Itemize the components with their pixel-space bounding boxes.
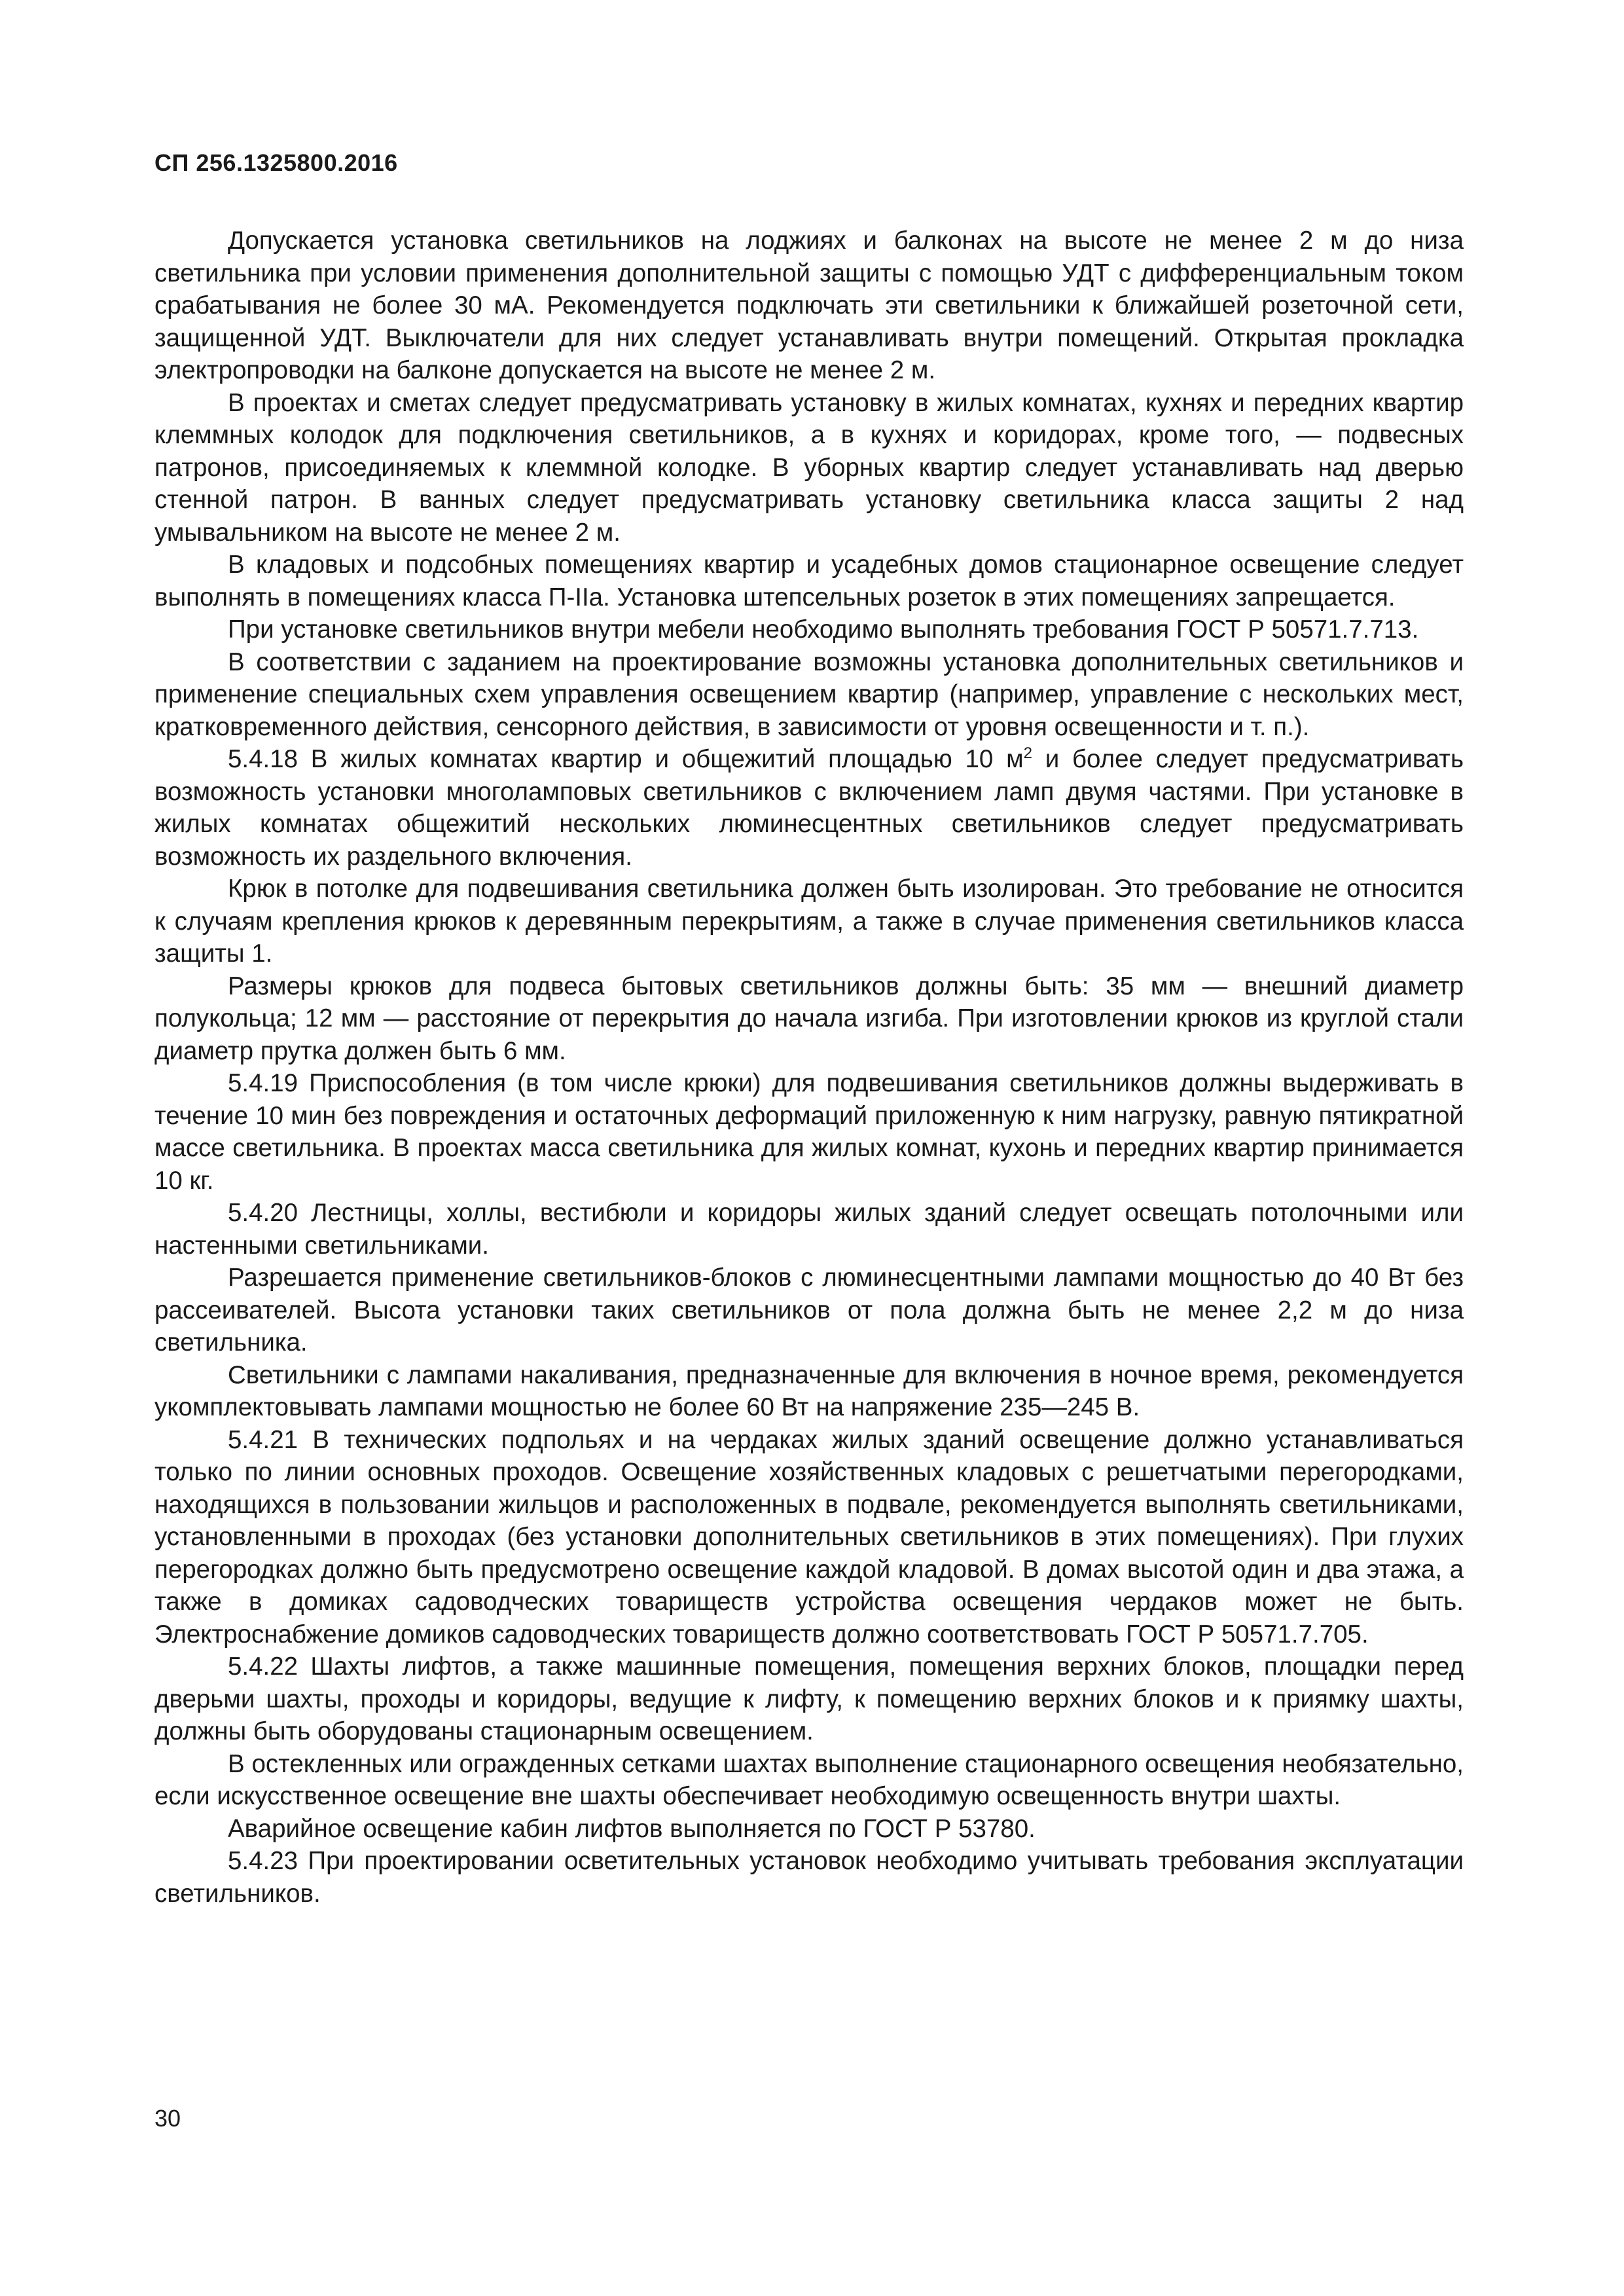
paragraph-block-luminaires: Разрешается применение светильников-блоков с люминесцентными лампами мощностью до 40 Вт без рассеивателей. Высота установки таких светильников от пола должна быть не менее 2,2 м до низа светильника.: [154, 1264, 1464, 1357]
paragraph-emergency-lift-lighting: Аварийное освещение кабин лифтов выполняется по ГОСТ Р 53780.: [228, 1814, 1036, 1843]
paragraph-5-4-21: 5.4.21 В технических подпольях и на чердаках жилых зданий освещение должно устанавливаться только по линии основных проходов. Освещение хозяйственных кладовых с решетчатыми перегородками, находящихся в пользовании жильцов и расположенных в подвале, рекомендуется выполнять светильниками, установленными в проходах (без установки дополнительных светильников в этих помещениях). При глухих перегородках должно быть предусмотрено освещение каждой кладовой. В домах высотой один и два этажа, а также в домиках садоводческих товариществ устройства освещения чердаков может не быть. Электроснабжение домиков садоводческих товариществ должно соответствовать ГОСТ Р 50571.7.705.: [154, 1425, 1464, 1649]
paragraph-loggias-lighting: Допускается установка светильников на лоджиях и балконах на высоте не менее 2 м до низа светильника при условии применения дополнительной защиты с помощью УДТ с дифференциальным током срабатывания не более 30 мА. Рекомендуется подключать эти светильники к ближайшей розеточной сети, защищенной УДТ. Выключатели для них следует устанавливать внутри помещений. Открытая прокладка электропроводки на балконе допускается на высоте не менее 2 м.: [154, 227, 1464, 384]
paragraph-night-lamps: Светильники с лампами накаливания, предназначенные для включения в ночное время, рекомендуется укомплектовывать лампами мощностью не более 60 Вт на напряжение 235—245 В.: [154, 1360, 1464, 1421]
area-unit-superscript: 2: [1023, 744, 1032, 762]
paragraph-storage-rooms: В кладовых и подсобных помещениях квартир и усадебных домов стационарное освещение следует выполнять в помещениях класса П-IIа. Установка штепсельных розеток в этих помещениях запрещается.: [154, 551, 1464, 611]
paragraph-5-4-23: 5.4.23 При проектировании осветительных установок необходимо учитывать требования эксплуатации светильников.: [154, 1847, 1464, 1908]
page-number: 30: [154, 2105, 181, 2132]
document-body: [154, 225, 1464, 1910]
paragraph-ceiling-hook: Крюк в потолке для подвешивания светильника должен быть изолирован. Это требование не относится к случаям крепления крюков к деревянным перекрытиям, а также в случае применения светильников класса защиты 1.: [154, 875, 1464, 968]
document-code-header: СП 256.1325800.2016: [154, 149, 398, 176]
paragraph-5-4-22: 5.4.22 Шахты лифтов, а также машинные помещения, помещения верхних блоков, площадки перед дверьми шахты, проходы и коридоры, ведущие к лифту, к помещению верхних блоков и к приямку шахты, должны быть оборудованы стационарным освещением.: [154, 1652, 1464, 1745]
paragraph-5-4-18-start: 5.4.18 В жилых комнатах квартир и общежитий площадью 10 м: [228, 745, 1024, 773]
paragraph-glazed-shafts: В остекленных или огражденных сетками шахтах выполнение стационарного освещения необязательно, если искусственное освещение вне шахты обеспечивает необходимую освещенность внутри шахты.: [154, 1749, 1464, 1810]
paragraph-special-control: В соответствии с заданием на проектирование возможны установка дополнительных светильников и применение специальных схем управления освещением квартир (например, управление с нескольких мест, кратковременного действия, сенсорного действия, в зависимости от уровня освещенности и т. п.).: [154, 647, 1464, 741]
paragraph-5-4-18: [154, 743, 1464, 873]
paragraph-furniture-lighting: При установке светильников внутри мебели необходимо выполнять требования ГОСТ Р 50571.7.713.: [228, 615, 1419, 644]
paragraph-terminal-blocks: В проектах и сметах следует предусматривать установку в жилых комнатах, кухнях и передних квартир клеммных колодок для подключения светильников, а в кухнях и коридорах, кроме того, — подвесных патронов, присоединяемых к клеммной колодке. В уборных квартир следует устанавливать над дверью стенной патрон. В ванных следует предусматривать установку светильника класса защиты 2 над умывальником на высоте не менее 2 м.: [154, 388, 1464, 547]
paragraph-5-4-19: 5.4.19 Приспособления (в том числе крюки) для подвешивания светильников должны выдерживать в течение 10 мин без повреждения и остаточных деформаций приложенную к ним нагрузку, равную пятикратной массе светильника. В проектах масса светильника для жилых комнат, кухонь и передних квартир принимается 10 кг.: [154, 1069, 1464, 1195]
paragraph-5-4-20: 5.4.20 Лестницы, холлы, вестибюли и коридоры жилых зданий следует освещать потолочными или настенными светильниками.: [154, 1199, 1464, 1260]
paragraph-hook-dimensions: Размеры крюков для подвеса бытовых светильников должны быть: 35 мм — внешний диаметр полукольца; 12 мм — расстояние от перекрытия до начала изгиба. При изготовлении крюков из круглой стали диаметр прутка должен быть 6 мм.: [154, 972, 1464, 1065]
paragraph-5-4-18-rest: и более следует предусматривать возможность установки многоламповых светильников с включением ламп двумя частями. При установке в жилых комнатах общежитий нескольких люминесцентных светильников следует предусматривать возможность их раздельного включения.: [154, 745, 1464, 871]
